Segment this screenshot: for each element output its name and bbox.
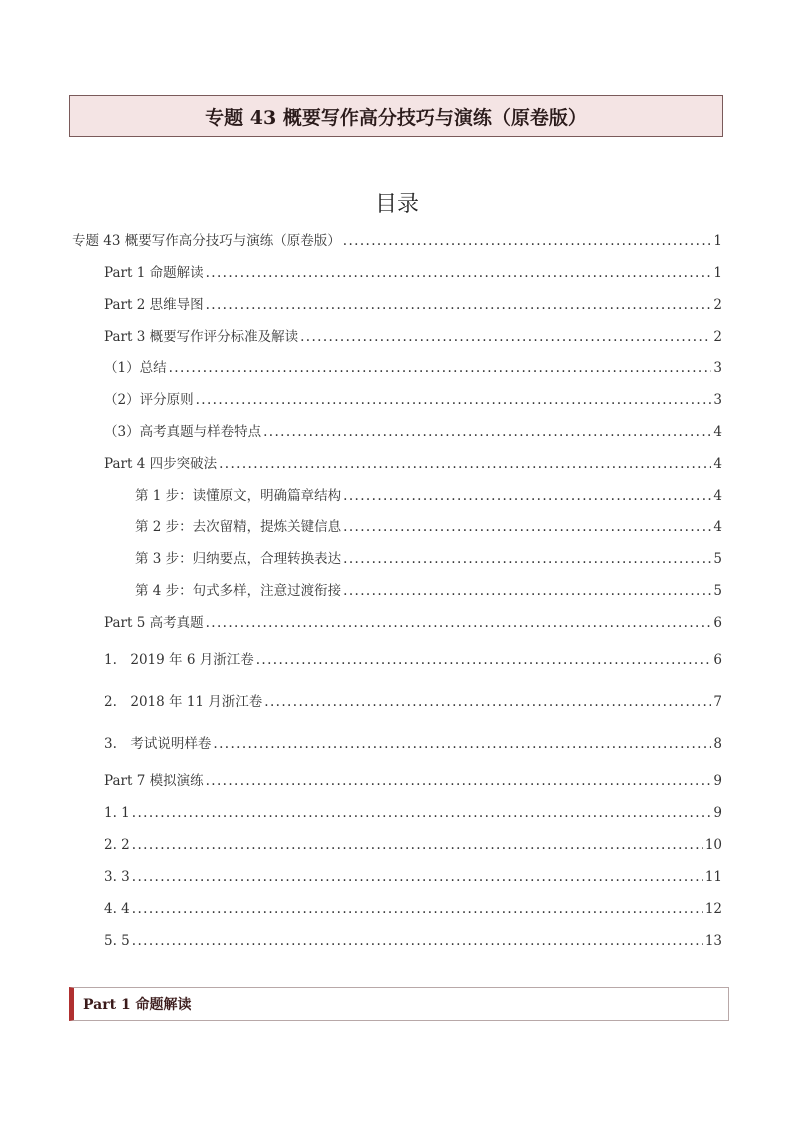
toc-entry-page: 5 — [713, 551, 722, 567]
toc-entry-page: 4 — [713, 424, 722, 440]
toc-entry-page: 9 — [713, 805, 722, 821]
toc-entry[interactable] — [104, 328, 722, 346]
toc-entry-label: （3）高考真题与样卷特点 — [104, 424, 262, 440]
toc-entry[interactable] — [104, 804, 722, 822]
toc-entry-page: 10 — [704, 837, 722, 853]
toc-entry-page: 1 — [713, 233, 722, 249]
toc-entry-label: 第 4 步：句式多样，注意过渡衔接 — [135, 583, 342, 599]
toc-entry-page: 4 — [713, 488, 722, 504]
toc-entry-label: Part 3 概要写作评分标准及解读 — [104, 329, 299, 345]
toc-entry-page: 13 — [704, 933, 722, 949]
toc-entry[interactable] — [72, 232, 722, 250]
toc-leader-dots — [206, 264, 712, 282]
toc-leader-dots — [343, 582, 711, 600]
toc-entry[interactable] — [104, 836, 722, 854]
toc-entry-page: 3 — [713, 360, 722, 376]
toc-entry-page: 9 — [713, 773, 722, 789]
toc-entry[interactable] — [135, 518, 722, 536]
toc-entry[interactable] — [104, 423, 722, 441]
toc-entry-label: 3. 考试说明样卷 — [104, 736, 212, 752]
toc-leader-dots — [256, 651, 712, 669]
toc-entry-page: 1 — [713, 265, 722, 281]
toc-entry[interactable] — [104, 900, 722, 918]
toc-leader-dots — [206, 296, 712, 314]
toc-entry-label: 2. 2 — [104, 837, 130, 853]
toc-entry-page: 7 — [713, 694, 722, 710]
toc-entry-page: 2 — [713, 329, 722, 345]
toc-entry[interactable] — [104, 264, 722, 282]
toc-entry-page: 12 — [704, 901, 722, 917]
toc-entry-label: 第 3 步：归纳要点，合理转换表达 — [135, 551, 342, 567]
toc-entry-label: 第 1 步：读懂原文，明确篇章结构 — [135, 488, 342, 504]
toc-leader-dots — [343, 550, 711, 568]
toc-leader-dots — [343, 232, 712, 250]
toc-entry[interactable] — [135, 582, 722, 600]
toc-entry-label: 专题 43 概要写作高分技巧与演练（原卷版） — [72, 233, 341, 249]
toc-entry[interactable] — [104, 455, 722, 473]
toc-entry[interactable] — [104, 693, 722, 711]
toc-entry-label: 4. 4 — [104, 901, 130, 917]
toc-entry-label: Part 4 四步突破法 — [104, 456, 218, 472]
document-title: 专题 43 概要写作高分技巧与演练（原卷版） — [69, 95, 723, 137]
toc-leader-dots — [169, 359, 712, 377]
toc-entry-label: Part 5 高考真题 — [104, 615, 204, 631]
toc-leader-dots — [196, 391, 712, 409]
toc-entry-label: 3. 3 — [104, 869, 130, 885]
toc-leader-dots — [343, 487, 711, 505]
toc-entry-label: 1. 1 — [104, 805, 130, 821]
toc-entry-label: Part 2 思维导图 — [104, 297, 204, 313]
toc-entry[interactable] — [104, 772, 722, 790]
toc-entry[interactable] — [104, 651, 722, 669]
toc-leader-dots — [132, 900, 703, 918]
toc-entry-label: Part 1 命题解读 — [104, 265, 204, 281]
toc-leader-dots — [343, 518, 711, 536]
toc-entry-page: 6 — [713, 615, 722, 631]
toc-leader-dots — [206, 772, 712, 790]
toc-entry[interactable] — [104, 614, 722, 632]
toc-entry[interactable] — [104, 359, 722, 377]
toc-entry-page: 8 — [713, 736, 722, 752]
toc-entry[interactable] — [104, 296, 722, 314]
toc-leader-dots — [132, 836, 703, 854]
toc-entry-label: 1. 2019 年 6 月浙江卷 — [104, 652, 254, 668]
toc-entry-label: 5. 5 — [104, 933, 130, 949]
toc-entry-label: 第 2 步：去次留精，提炼关键信息 — [135, 519, 342, 535]
toc-entry-page: 6 — [713, 652, 722, 668]
toc-entry[interactable] — [104, 932, 722, 950]
toc-entry-page: 4 — [713, 456, 722, 472]
toc-leader-dots — [132, 868, 703, 886]
toc-entry[interactable] — [135, 550, 722, 568]
toc-entry[interactable] — [104, 868, 722, 886]
toc-leader-dots — [213, 735, 711, 753]
toc-entry-label: （1）总结 — [104, 360, 167, 376]
toc-entry[interactable] — [135, 487, 722, 505]
section-heading-label: Part 1 命题解读 — [83, 997, 192, 1013]
toc-entry-page: 11 — [704, 869, 722, 885]
toc-entry-label: 2. 2018 年 11 月浙江卷 — [104, 694, 263, 710]
toc-entry-page: 2 — [713, 297, 722, 313]
section-heading — [69, 987, 729, 1021]
toc-entry-label: Part 7 模拟演练 — [104, 773, 204, 789]
toc-leader-dots — [132, 932, 703, 950]
toc-heading: 目录 — [374, 192, 419, 217]
toc-entry-page: 3 — [713, 392, 722, 408]
toc-entry-page: 4 — [713, 519, 722, 535]
toc-entry[interactable] — [104, 391, 722, 409]
toc-entry-page: 5 — [713, 583, 722, 599]
toc-entry-label: （2）评分原则 — [104, 392, 194, 408]
toc-entry[interactable] — [104, 735, 722, 753]
toc-leader-dots — [132, 804, 712, 822]
toc-leader-dots — [263, 423, 711, 441]
toc-leader-dots — [300, 328, 711, 346]
toc-leader-dots — [219, 455, 711, 473]
toc-leader-dots — [264, 693, 711, 711]
toc-leader-dots — [206, 614, 712, 632]
